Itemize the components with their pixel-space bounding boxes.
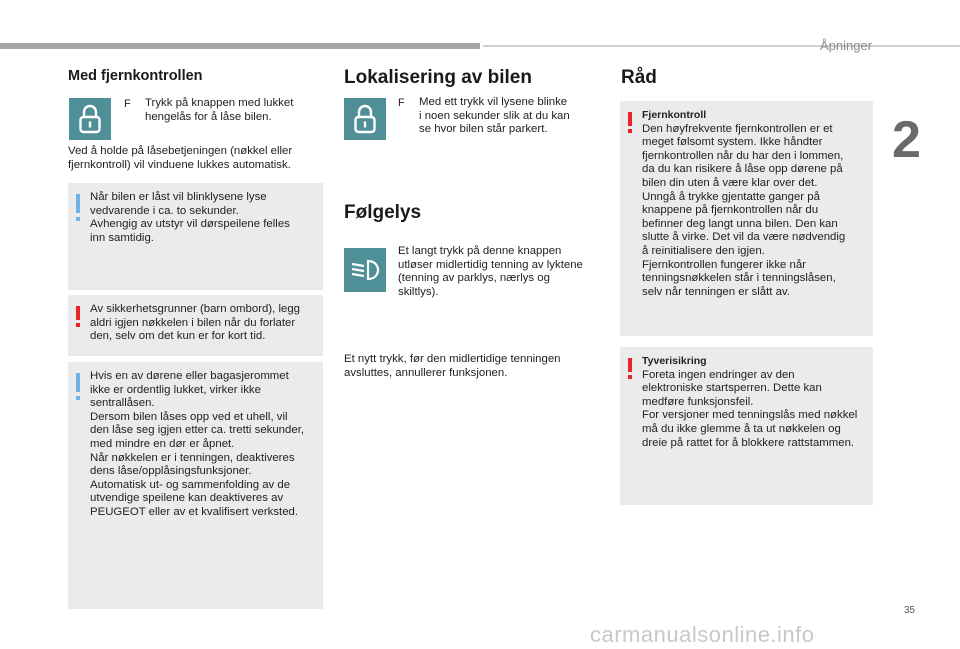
header-rule-thin xyxy=(483,45,960,47)
warning-icon xyxy=(628,358,632,372)
section-title: Åpninger xyxy=(819,38,872,53)
heading-locate: Lokalisering av bilen xyxy=(344,67,532,88)
step-bullet: F xyxy=(398,97,405,109)
warning-note-immobiliser: Tyverisikring Foreta ingen endringer av den elektroniske startsperren. Dette kan medføre funksjonsfeil. For versjoner med tenningslås med nøkkel må du ikke glemme å ta ut nøkkelen og dreie på rattet for å blokkere rattstammen. xyxy=(620,347,873,505)
remote-paragraph: Ved å holde på låsebetjeningen (nøkkel eller fjernkontroll) vil vinduene lukkes automatisk. xyxy=(68,145,293,171)
warning-note-remote: Fjernkontroll Den høyfrekvente fjernkontrollen er et meget følsomt system. Ikke håndter fjernkontrollen når du har den i lommen, da du kan risikere å låse opp dørene på bilen din uten å være klar over det. Unngå å trykke gjentatte ganger på knappene på fjernkontrollen når du befinner deg langt unna bilen. Den kan slutte å virke. Det vil da være nødvendig å reinitialisere den igjen. Fjernkontrollen fungerer ikke når tenningsnøkkelen står i tenningslåsen, selv når tenningen er slått av. xyxy=(620,101,873,336)
step-bullet: F xyxy=(124,98,131,110)
heading-advice: Råd xyxy=(621,67,657,88)
info-note-doors: Hvis en av dørene eller bagasjerommet ikke er ordentlig lukket, virker ikke sentrallåsen. Dersom bilen låses opp ved et uhell, vil den låse seg igjen etter ca. tretti sekunder, med mindre en dør er åpnet. Når nøkkelen er i tenningen, deaktiveres dens låse/opplåsingsfunksjoner. Automatisk ut- og sammenfolding av de utvendige speilene kan deaktiveres av PEUGEOT eller av et kvalifisert verksted. xyxy=(68,362,323,609)
info-icon xyxy=(76,373,80,392)
lock-icon xyxy=(69,98,111,140)
warning-icon xyxy=(76,306,80,320)
locate-step-text: Med ett trykk vil lysene blinke i noen sekunder slik at du kan se hvor bilen står parkert. xyxy=(419,96,570,136)
info-icon xyxy=(76,194,80,213)
warning-icon xyxy=(628,112,632,126)
follow-me-text: Et langt trykk på denne knappen utløser midlertidig tenning av lyktene (tenning av parklys, nærlys og skiltlys). xyxy=(398,245,583,298)
headlamp-icon xyxy=(344,248,386,292)
follow-me-cancel-text: Et nytt trykk, før den midlertidige tenningen avsluttes, annullerer funksjonen. xyxy=(344,353,561,379)
chapter-number: 2 xyxy=(892,111,921,169)
heading-follow-me: Følgelys xyxy=(344,202,422,223)
lock-icon xyxy=(344,98,386,140)
header-rule xyxy=(0,43,480,49)
watermark: carmanualsonline.info xyxy=(590,622,815,647)
info-note-indicators: Når bilen er låst vil blinklysene lyse vedvarende i ca. to sekunder. Avhengig av utstyr vil dørspeilene felles inn samtidig. xyxy=(68,183,323,290)
page-number: 35 xyxy=(903,605,915,616)
heading-remote: Med fjernkontrollen xyxy=(68,68,203,84)
warning-note-key: Av sikkerhetsgrunner (barn ombord), legg aldri igjen nøkkelen i bilen når du forlater den, selv om det kun er for kort tid. xyxy=(68,295,323,356)
remote-step-text: Trykk på knappen med lukket hengelås for å låse bilen. xyxy=(145,97,294,123)
